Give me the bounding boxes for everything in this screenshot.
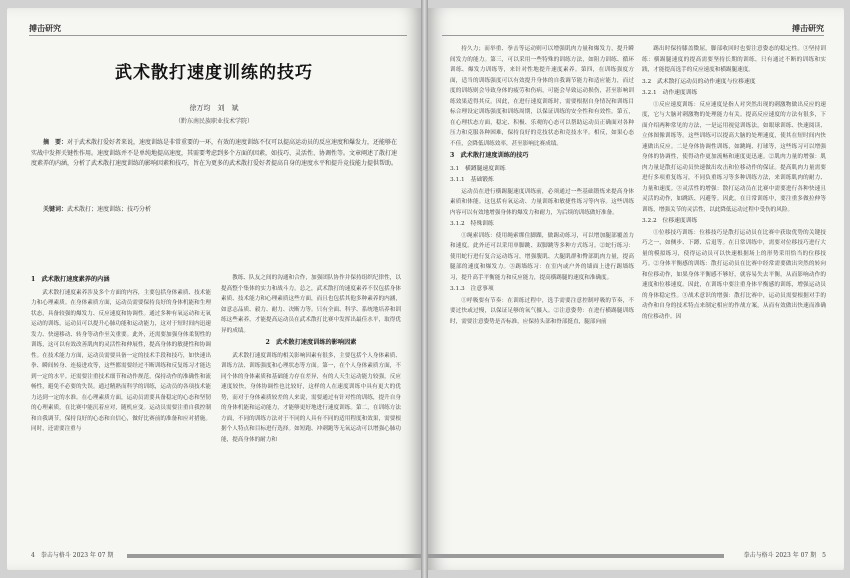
paragraph: 武术散打速度训练的相关影响因素有很多，主要包括个人身体素质、训练方法、训练强度和心理状态等方面。第一，在个人身体素质方面，不同个体的身体素质和基础能力存在差异，有的人天生运动能力较强，反应速度较快，身体协调性也比较好，这样的人在速度训练中具有更大的优势，而对于身体素质较差的人来说，需要通过有针对性的训练，提升自身的身体机能和运动能力，才能够更好地进行速度训练。第二，在训练方法方面，不同的训练方法对于不同的人具有不同的适用程度和效果，需要根据个人特点和目标进行选择。如短跑、冲刺跑等无氧运动可以增强心肺功能，提高身体的耐力和: [221, 352, 401, 443]
abstract: [31, 138, 401, 170]
section-heading: 1 武术散打速度素养的内涵: [31, 276, 110, 283]
book-gutter: [421, 0, 428, 578]
left-column-2: [221, 273, 401, 553]
keywords: [43, 204, 401, 213]
journal-name-left: 拳击与格斗 2023 年 07 期: [40, 552, 114, 559]
page-number-right: 5: [822, 552, 826, 559]
article-affiliation: （黔东南民族职业技术学院）: [174, 118, 253, 125]
article-title: 武术散打速度训练的技巧: [115, 63, 313, 83]
paragraph: 教练、队友之间的沟通和合作，加强团队协作并保持组织纪律性，以提高整个集体的实力和战斗力。总之，武术散打的速度素养不仅包括身体素质、技术能力和心理素质这些方面，而且也包括其他多种素养的内涵，如意志品质、毅力、耐力、决断力等。只有全面、科学、系统地培养和训练这些素养，才能提高运动员在武术散打比赛中发挥出最佳水平，取得优异的成绩。: [221, 275, 401, 334]
footer-left: [31, 550, 113, 560]
paragraph: 运动员在进行横踢腿速度训练前，必须通过一些基础锻炼来提高身体素质和体能。这包括有氧运动、力量训练和敏捷性练习等内容。这些训练内容可以有效地增强身体的爆发力和耐力，为后续的训练做好准备。: [450, 188, 634, 216]
subsection-heading: 3.1.1 基础锻炼: [450, 177, 494, 183]
section-header-right: 搏击研究: [442, 22, 824, 36]
keywords-text: 武术散打；速度训练；技巧分析: [67, 206, 152, 213]
article-authors: 徐万均 刘 斌: [189, 104, 239, 112]
right-page: [428, 8, 844, 570]
paragraph: ①位移技巧训练：位移技巧是散打运动员在比赛中获取优势的关键技巧之一，如侧步、下蹲、后退等。在日常训练中，需要对位移技巧进行大量的模拟练习，使得运动员可以快速根据场上的形势采用恰当的位移技巧。②身体平衡感的训练：散打运动员在比赛中经常需要做出突然的转向和位移动作，如果身体平衡感不够好，就容易失去平衡，从而影响动作的速度和位移速度。因此，在训练中要注重身体平衡感的训练，增强运动员的身体稳定性。③战术意识的增强：散打比赛中，运动员需要根据对手的动作和自身的技术特点来制定相应的作战方案，从而有效做出快速而准确的位移动作。因: [642, 229, 826, 320]
journal-name-right: 拳击与格斗 2023 年 07 期: [743, 552, 817, 559]
page-number-left: 4: [31, 552, 35, 559]
subsection-heading: 3.2 武术散打运动员的动作速度与位移速度: [642, 78, 756, 85]
subsection-heading: 3.1.3 注意事项: [450, 286, 494, 292]
paragraph: 踢出时保持膝盖微屈，脚部收回时也要注意姿态的稳定性。③坚持训练：横踢腿速度的提高需要坚持长期的训练，只有通过不断的训练和实践，才能提高选手的反应速度和横踢腿速度。: [642, 46, 826, 73]
left-page: [7, 8, 421, 570]
section-header-left: 搏击研究: [29, 22, 407, 36]
paragraph: ①绳索训练：使用绳索绑住脚踝，做踢动练习，可以增加腿部覆盖力和速度。此外还可以采用单脚跳、双脚跳等多种方式练习。②蛇行练习：使用蛇行进行复合运动练习，增强腹肌、大腿肌群和臀部肌肉力量，提高腿部的速度和爆发力。③踢墙练习：在室内或户外的墙面上进行踢墙练习，提升高手平衡能力和反应能力，提高横踢腿的速度和准确度。: [450, 232, 634, 281]
abstract-label: 摘 要：: [43, 139, 68, 146]
paragraph: ①呼吸要有节奏：在训练过程中，选手需要注意控制呼吸的节奏，不要过快或过慢，以保证足够的氧气摄入。②注意姿势：在进行横踢腿训练时，需要注意姿势是否标准，应保持头部和脊部挺直，腿部向前: [450, 297, 634, 325]
right-column-1: [450, 44, 634, 552]
right-column-2: [642, 44, 826, 552]
footer-bar-left: [127, 554, 421, 558]
paragraph: ①反应速度训练：反应速度是指人对突然出现的刺激物做出反应的速度，它与大脑对刺激物的处理能力有关。提高反应速度的方法有很多，下面介绍两种常见的方法，一是运用视觉训练法，如眼球训练、快速阅读、立体图像训练等。这些训练可以提高大脑的处理速度，使其在短时间内快速做出反应。二是身体协调性训练，如跳绳、打球等，这些练习可以增强身体的协调性，使得动作更加流畅和速度更迅速。②肌肉力量的增强：肌肉力量是散打运动员快速做出攻击和位移动作的保证。提高肌肉力量需要进行多项重复练习，不同负重练习等多种训练方法，来训练肌肉的耐力、力量和速度。③灵活性的增强：散打运动员在比赛中需要进行各种快速且灵活的动作，如跳跃、闪避等。因此，在日常训练中，要注重多做拉伸等训练，增强关节的灵活性，以此降低运动过程中受伤的风险。: [642, 101, 826, 213]
subsection-heading: 3.2.2 位移速度训练: [642, 218, 698, 224]
subsection-heading: 3.1.2 特殊训练: [450, 221, 494, 227]
section-heading: 3 武术散打速度训练的技巧: [450, 152, 529, 159]
paragraph: 持久力；而举重、拳击等运动则可以增强肌肉力量和爆发力，提升瞬间发力的能力。第三，可以采用一些特殊的训练方法，如阻力训练、循环训练、爆发力训练等，来针对性地提升速度素养。第四，在训练强度方面，适当的训练强度可以有效提升身体的自我调节能力和适应能力，而过度的训练则会导致身体的疲劳和伤病，可能会导致运动损伤，甚至影响训练效果适得其反。因此，在进行速度训练时，需要根据自身情况和训练目标合理设定训练强度和训练周期，以保证训练的安全性和有效性。第五，在心理状态方面，稳定、积极、乐观的心态可以帮助运动员正确面对各种压力和克服各种困难，保持良好的竞技状态和竞技水平。相反，如果心态不佳，会降低训练效率，甚至影响比赛成绩。: [450, 46, 634, 147]
subsection-heading: 3.1 横蹲腿速度训练: [450, 165, 506, 172]
footer-bar-right: [428, 554, 724, 558]
keywords-label: 关键词：: [43, 206, 68, 213]
footer-right: [744, 550, 826, 560]
abstract-text: 对于武术散打爱好者来说，速度训练是非常重要的一环，有效的速度训练不仅可以提高运动员的反应速度和爆发力，还能够在实战中发挥关键性作用。速度训练并不是单纯地提高速度，其需要考虑到多个方面的因素，如技巧、灵活性、协调性等。文章阐述了散打速度素养的内涵，分析了武术散打速度训练的影响因素和技巧，旨在为更多的武术散打爱好者提高自身的速度水平和提升竞技能力提供帮助。: [31, 139, 398, 167]
subsection-heading: 3.2.1 动作速度训练: [642, 90, 698, 96]
left-column-1: [31, 273, 211, 553]
section-heading: 2 武术散打速度训练的影响因素: [265, 339, 357, 346]
paragraph: 武术散打速度素养涉及多个方面的内容，主要包括身体素质、技术能力和心理素质。在身体素质方面，运动员需要保持良好的身体机能和生理状态，具备较强的爆发力、反应速度和协调性。通过多种有氧运动和无氧运动的训练，运动员可以提升心肺功能和运动能力，这对于短时间内迅速发力、快速移动、转身等动作至关重要。此外，还需要加强身体柔韧性的训练，这可以有效改善肌肉的灵活性和伸展性，提高身体的敏捷性和协调性。在技术能力方面，运动员需要具备一定的技术手段和技巧，如快速出拳、瞬间转身、连接进攻等，这些都需要经过不断训练和反复练习才能达到一定的水平。还需要注重技术细节和动作规范，保持动作的准确性和流畅性，避免不必要的失误。通过精熟而科学的训练，运动员的各项技术能力达到一定的水准。在心理素质方面，运动员需要具备稳定的心态和坚韧的心理素质，在比赛中能沉着应对，随机应变。运动员需要注重自我控制和自我调节，保持良好的心态和自信心，做好比赛前的准备和应对措施。同时，还需要注重与: [31, 289, 211, 432]
